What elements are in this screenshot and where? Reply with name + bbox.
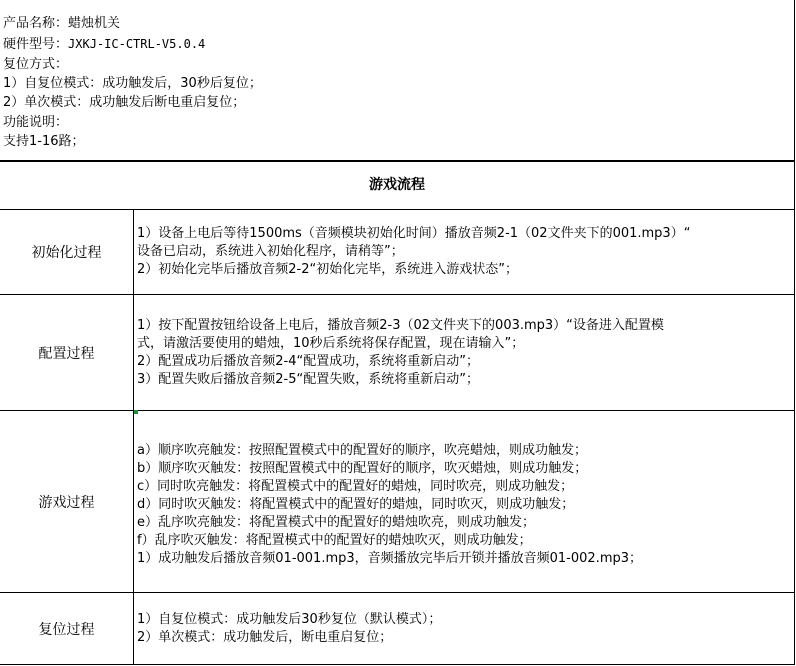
content-line: e）乱序吹亮触发：将配置模式中的配置好的蜡烛吹亮，则成功触发； xyxy=(137,514,535,530)
row-content-reset xyxy=(134,593,794,664)
content-line: b）顺序吹灭触发：按照配置模式中的配置好的顺序，吹灭蜡烛，则成功触发； xyxy=(137,460,588,476)
content-line: c）同时吹亮触发：将配置模式中的配置好的蜡烛，同时吹亮，则成功触发； xyxy=(137,478,574,494)
table-row-game xyxy=(0,411,794,593)
content-line: 设备已启动，系统进入初始化程序，请稍等”； xyxy=(137,243,404,259)
hardware-model-label: 硬件型号： xyxy=(3,37,69,52)
content-line: f）乱序吹灭触发：将配置模式中的配置好的蜡烛吹灭，则成功触发； xyxy=(137,532,532,548)
content-line: 1）按下配置按钮给设备上电后，播放音频2-3（02文件夹下的003.mp3）“设备进入配置模 xyxy=(137,317,664,333)
hardware-model-text xyxy=(3,35,205,54)
function-label: 功能说明： xyxy=(3,115,69,130)
product-name-text: 产品名称：蜡烛机关 xyxy=(3,16,121,31)
content-line: 1）自复位模式：成功触发后30秒复位（默认模式）； xyxy=(137,611,442,627)
function-channels: 支持1-16路； xyxy=(3,134,85,149)
row-label-config: 配置过程 xyxy=(0,295,134,410)
content-line: a）顺序吹亮触发：按照配置模式中的配置好的顺序，吹亮蜡烛，则成功触发； xyxy=(137,442,587,458)
product-info-block xyxy=(0,0,794,161)
content-line: 1）设备上电后等待1500ms（音频模块初始化时间）播放音频2-1（02文件夹下的001.mp3）“ xyxy=(137,225,691,241)
row-label-game: 游戏过程 xyxy=(0,411,134,592)
cell-comment-marker xyxy=(134,410,138,414)
table-row-config xyxy=(0,295,794,411)
row-label-reset: 复位过程 xyxy=(0,593,134,664)
content-line: 2）单次模式：成功触发后，断电重启复位； xyxy=(137,629,393,645)
content-line: d）同时吹灭触发：将配置模式中的配置好的蜡烛，同时吹灭，则成功触发； xyxy=(137,496,575,512)
table-row-reset xyxy=(0,593,794,664)
content-line: 2）初始化完毕后播放音频2-2“初始化完毕，系统进入游戏状态”； xyxy=(137,261,518,277)
reset-method-auto: 1）自复位模式：成功触发后，30秒后复位； xyxy=(3,76,262,91)
content-line: 2）配置成功后播放音频2-4“配置成功，系统将重新启动”； xyxy=(137,353,479,369)
row-label-init: 初始化过程 xyxy=(0,209,134,294)
content-line: 1）成功触发后播放音频01-001.mp3，音频播放完毕后开锁并播放音频01-002.mp3； xyxy=(137,550,643,566)
content-line: 3）配置失败后播放音频2-5“配置失败，系统将重新启动”； xyxy=(137,371,479,387)
row-content-init xyxy=(134,209,794,294)
reset-method-label: 复位方式： xyxy=(3,57,69,72)
reset-method-single: 2）单次模式：成功触发后断电重启复位； xyxy=(3,95,246,110)
game-flow-title: 游戏流程 xyxy=(0,161,794,210)
row-content-game xyxy=(134,411,794,592)
table-row-init xyxy=(0,209,794,295)
row-content-config xyxy=(134,295,794,410)
hardware-model-value: JXKJ-IC-CTRL-V5.0.4 xyxy=(68,37,206,51)
content-line: 式，请激活要使用的蜡烛，10秒后系统将保存配置，现在请输入”； xyxy=(137,335,525,351)
